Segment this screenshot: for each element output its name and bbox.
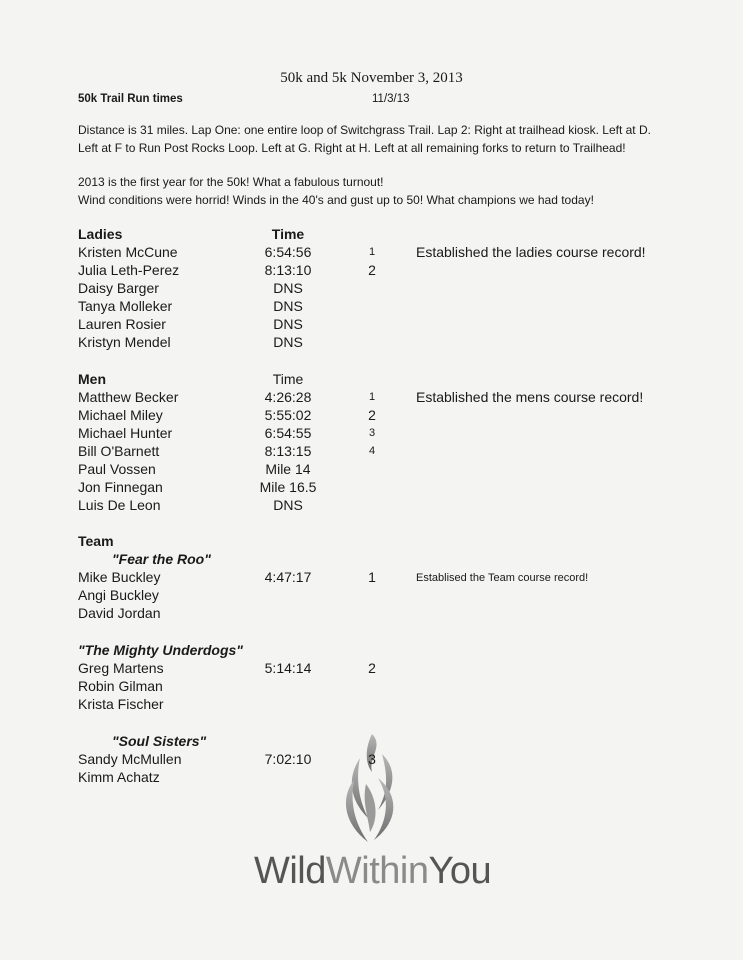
table-row [0, 587, 743, 605]
runner-place: 1 [368, 246, 376, 258]
runner-place: 3 [368, 427, 376, 439]
runner-place: 2 [368, 407, 376, 423]
runner-name: Lauren Rosier [78, 316, 166, 332]
team-time: 4:47:17 [264, 569, 312, 585]
flame-icon [338, 732, 408, 844]
team-name: "Soul Sisters" [112, 733, 207, 749]
runner-name: Kristyn Mendel [78, 334, 171, 350]
table-row [0, 407, 743, 425]
runner-name: Tanya Molleker [78, 298, 173, 314]
table-row [0, 244, 743, 262]
team-member: Kimm Achatz [78, 769, 160, 785]
runner-name: Jon Finnegan [78, 479, 163, 495]
team-name-row [0, 551, 743, 569]
table-row [0, 443, 743, 461]
runner-time: 4:26:28 [264, 389, 312, 405]
table-row [0, 316, 743, 334]
team-name: "Fear the Roo" [112, 551, 211, 567]
team-member: Sandy McMullen [78, 751, 182, 767]
team-member: Mike Buckley [78, 569, 161, 585]
runner-time: 8:13:15 [264, 443, 312, 459]
team-member: David Jordan [78, 605, 161, 621]
table-row [0, 605, 743, 623]
team-time: 5:14:14 [264, 660, 312, 676]
intro-line-4: Wind conditions were horrid! Winds in the 40's and gust up to 50! What champions we had today! [78, 193, 594, 207]
table-row [0, 262, 743, 280]
table-row [0, 479, 743, 497]
table-row [0, 678, 743, 696]
team-place: 2 [368, 660, 376, 676]
team-heading: Team [78, 533, 114, 549]
logo-text-within: Within [325, 850, 429, 892]
table-row [0, 298, 743, 316]
runner-time: DNS [273, 316, 303, 332]
runner-note: Established the mens course record! [416, 389, 644, 405]
runner-time: 6:54:55 [264, 425, 312, 441]
intro-line-1: Distance is 31 miles. Lap One: one entire loop of Switchgrass Trail. Lap 2: Right at trailhead kiosk. Left at D. [78, 123, 651, 137]
runner-time: DNS [273, 280, 303, 296]
runner-time: DNS [273, 298, 303, 314]
table-row [0, 497, 743, 515]
runner-place: 1 [368, 391, 376, 403]
ladies-header-row [0, 226, 743, 244]
team-place: 3 [368, 751, 376, 767]
intro-line-3: 2013 is the first year for the 50k! What a fabulous turnout! [78, 175, 384, 189]
men-heading: Men [78, 371, 106, 387]
runner-name: Michael Miley [78, 407, 163, 423]
runner-place: 2 [368, 262, 376, 278]
team-place: 1 [368, 569, 376, 585]
runner-name: Paul Vossen [78, 461, 156, 477]
runner-place: 4 [368, 445, 376, 457]
runner-time: 5:55:02 [264, 407, 312, 423]
men-header-row [0, 371, 743, 389]
ladies-time-heading: Time [271, 226, 305, 242]
table-row [0, 334, 743, 352]
runner-name: Julia Leth-Perez [78, 262, 180, 278]
team-name-row [0, 642, 743, 660]
runner-name: Michael Hunter [78, 425, 173, 441]
table-row [0, 569, 743, 587]
team-header-row [0, 533, 743, 551]
runner-time: 6:54:56 [264, 244, 312, 260]
intro-line-2: Left at F to Run Post Rocks Loop. Left at G. Right at H. Left at all remaining forks to return to Trailhead! [78, 141, 626, 155]
runner-time: Mile 14 [265, 461, 311, 477]
runner-time: Mile 16.5 [259, 479, 317, 495]
page-title: 50k and 5k November 3, 2013 [280, 70, 463, 86]
table-row [0, 425, 743, 443]
table-row [0, 696, 743, 714]
logo-text-wild: Wild [254, 850, 326, 892]
team-time: 7:02:10 [264, 751, 312, 767]
runner-name: Luis De Leon [78, 497, 161, 513]
runner-name: Bill O'Barnett [78, 443, 160, 459]
runner-name: Daisy Barger [78, 280, 159, 296]
table-row [0, 280, 743, 298]
runner-name: Matthew Becker [78, 389, 179, 405]
runner-note: Established the ladies course record! [416, 244, 646, 260]
table-row [0, 660, 743, 678]
team-member: Robin Gilman [78, 678, 163, 694]
team-member: Greg Martens [78, 660, 164, 676]
team-note: Establised the Team course record! [416, 572, 589, 584]
runner-time: 8:13:10 [264, 262, 312, 278]
runner-time: DNS [273, 497, 303, 513]
table-row [0, 461, 743, 479]
page-subtitle: 50k Trail Run times [78, 93, 183, 105]
table-row [0, 389, 743, 407]
logo-text-you: You [428, 850, 492, 892]
team-member: Angi Buckley [78, 587, 159, 603]
page-date: 11/3/13 [372, 93, 410, 105]
ladies-heading: Ladies [78, 226, 123, 242]
team-name: "The Mighty Underdogs" [78, 642, 243, 658]
runner-name: Kristen McCune [78, 244, 178, 260]
runner-time: DNS [273, 334, 303, 350]
team-member: Krista Fischer [78, 696, 164, 712]
men-time-heading: Time [272, 371, 304, 387]
brand-logo [254, 850, 491, 893]
table-row [0, 751, 743, 769]
